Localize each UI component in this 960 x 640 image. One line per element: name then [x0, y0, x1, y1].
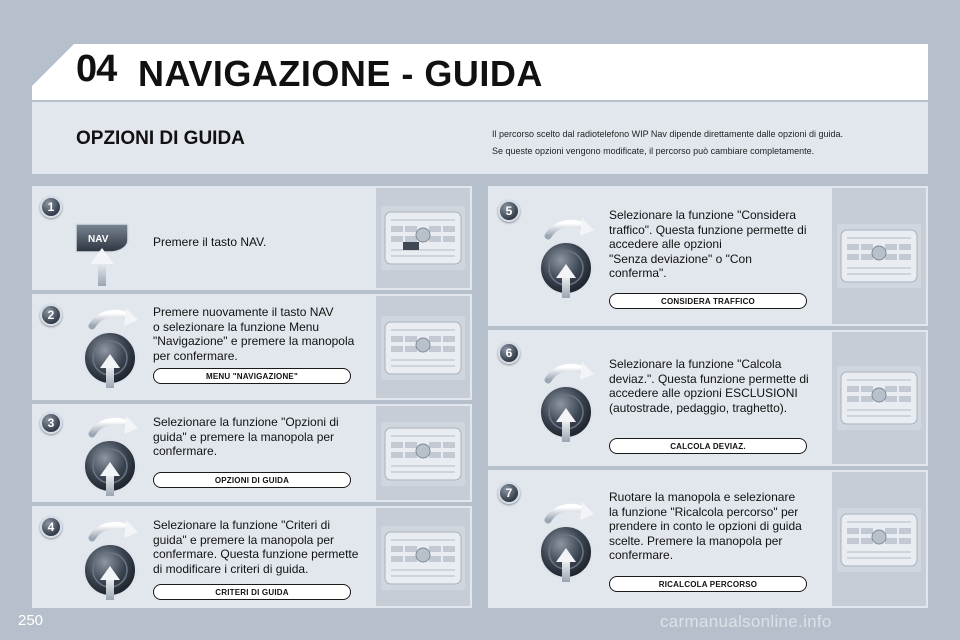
text-line: conferma".	[609, 266, 667, 280]
text-line: confermare. Questa funzione permette	[153, 547, 359, 561]
text-line: "Navigazione" e premere la manopola	[153, 334, 355, 348]
text-line: Selezionare la funzione "Opzioni di	[153, 415, 339, 429]
text-line: "Senza deviazione" o "Con	[609, 251, 752, 266]
watermark: carmanualsonline.info	[660, 612, 832, 631]
text-line: la funzione "Ricalcola percorso" per	[609, 504, 799, 519]
step-number: 7	[498, 482, 520, 504]
intro-line: Il percorso scelto dal radiotelefono WIP Nav dipende direttamente dalle opzioni di guida.	[492, 129, 844, 139]
step-number: 2	[40, 304, 62, 326]
menu-label-pill: OPZIONI DI GUIDA	[153, 472, 351, 488]
text-line: Selezionare la funzione "Considera	[609, 208, 797, 222]
menu-label-pill: MENU "NAVIGAZIONE"	[153, 368, 351, 384]
step-6-text	[609, 357, 829, 415]
menu-label-pill: RICALCOLA PERCORSO	[609, 576, 807, 592]
text-line: Ruotare la manopola e selezionare	[609, 490, 796, 504]
rotary-knob-icon	[530, 360, 602, 446]
intro-line: Se queste opzioni vengono modificate, il percorso può cambiare completamente.	[492, 146, 815, 156]
text-line: o selezionare la funzione Menu	[153, 319, 320, 334]
section-title: OPZIONI DI GUIDA	[76, 128, 245, 149]
step-number: 1	[40, 196, 62, 218]
chapter-number: 04	[76, 48, 117, 90]
radio-panel-image	[832, 472, 926, 606]
text-line: confermare.	[609, 548, 674, 562]
text-line: accedere alle opzioni ESCLUSIONI	[609, 386, 798, 400]
page-title: NAVIGAZIONE - GUIDA	[138, 53, 543, 94]
text-line: Premere nuovamente il tasto NAV	[153, 305, 334, 319]
text-line: (autostrade, pedaggio, traghetto).	[609, 400, 788, 415]
text-line: di modificare i criteri di guida.	[153, 561, 309, 576]
text-line: per confermare.	[153, 348, 238, 363]
text-line: guida" e premere la manopola per	[153, 532, 335, 547]
menu-label-pill: CONSIDERA TRAFFICO	[609, 293, 807, 309]
radio-panel-image	[832, 332, 926, 464]
text-line: confermare.	[153, 444, 218, 458]
page-number: 250	[18, 612, 44, 629]
rotary-knob-icon	[530, 216, 602, 302]
text-line: prendere in conto le opzioni di guida	[609, 519, 802, 533]
step-1-text	[153, 235, 368, 250]
nav-button-label: NAV	[88, 234, 109, 245]
step-4-text	[153, 518, 373, 576]
step-number: 5	[498, 200, 520, 222]
text-line: traffico". Questa funzione permette di	[609, 222, 807, 237]
text-line: accedere alle opzioni	[609, 237, 722, 251]
step-3-text	[153, 415, 373, 459]
text-line: scelte. Premere la manopola per	[609, 533, 783, 548]
text-line: Selezionare la funzione "Calcola	[609, 357, 782, 371]
intro-text	[492, 126, 912, 160]
step-number: 4	[40, 516, 62, 538]
radio-panel-image	[376, 508, 470, 606]
step-5-text	[609, 208, 829, 281]
text-line: Premere il tasto NAV.	[153, 235, 267, 249]
nav-key-highlight	[403, 242, 419, 250]
rotary-knob-icon	[530, 500, 602, 586]
menu-label-pill: CALCOLA DEVIAZ.	[609, 438, 807, 454]
step-2-text	[153, 305, 373, 363]
step-number: 3	[40, 412, 62, 434]
radio-panel-image	[832, 188, 926, 324]
rotary-knob-icon	[74, 518, 146, 604]
menu-label-pill: CRITERI DI GUIDA	[153, 584, 351, 600]
text-line: deviaz.". Questa funzione permette di	[609, 371, 809, 386]
text-line: guida" e premere la manopola per	[153, 429, 335, 444]
step-number: 6	[498, 342, 520, 364]
radio-panel-image	[376, 406, 470, 500]
nav-button-icon	[72, 218, 134, 288]
rotary-knob-icon	[74, 306, 146, 392]
text-line: Selezionare la funzione "Criteri di	[153, 518, 331, 532]
step-7-text	[609, 490, 829, 563]
radio-panel-image	[376, 188, 470, 288]
rotary-knob-icon	[74, 414, 146, 500]
radio-panel-image	[376, 296, 470, 398]
